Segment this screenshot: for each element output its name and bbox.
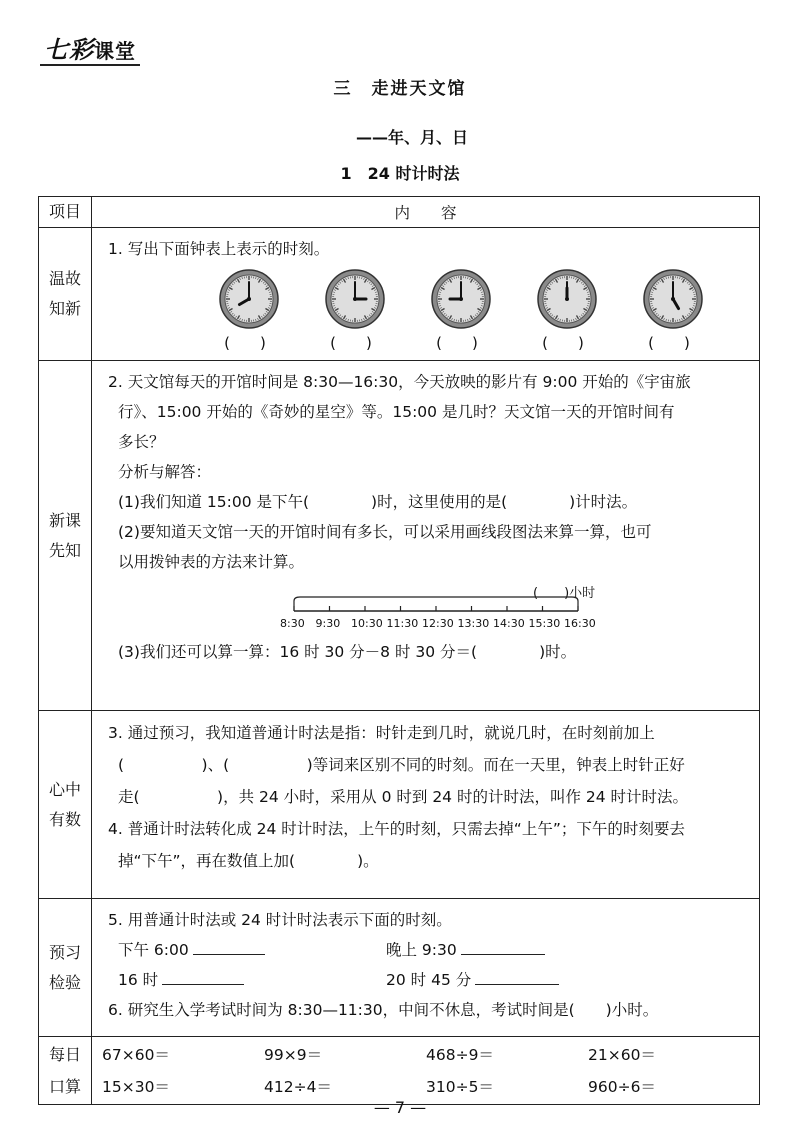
check-label-line1: 预习 — [48, 942, 81, 962]
check-item-2: 晚上 9:30 — [386, 941, 457, 959]
daily-calc-label — [39, 1037, 92, 1105]
question-6: 6. 研究生入学考试时间为 8:30—11:30，中间不休息，考试时间是( )小时。 — [108, 1001, 659, 1019]
question-5: 5. 用普通计时法或 24 时计时法表示下面的时刻。 — [108, 911, 452, 929]
answer-blank[interactable] — [162, 966, 244, 985]
timeline-tick-label: 10:30 — [351, 617, 383, 630]
question-3-line3: 走( )，共 24 小时，采用从 0 时到 24 时的计时法，叫作 24 时计时法。 — [118, 788, 689, 806]
logo-main-text: 七彩 — [44, 35, 94, 64]
timeline-tick-label: 12:30 — [422, 617, 454, 630]
analysis-part-3: (3)我们还可以算一算：16 时 30 分－8 时 30 分＝( )时。 — [118, 643, 577, 661]
clock-face-icon — [324, 268, 386, 330]
clock-item — [514, 268, 620, 356]
header-item-cell: 项目 — [39, 197, 92, 228]
review-content — [92, 228, 760, 361]
question-2-line3: 多长？ — [118, 433, 165, 451]
clock-face-icon — [430, 268, 492, 330]
logo-underline — [40, 64, 140, 66]
check-item-3-wrap — [118, 965, 386, 995]
check-item-3: 16 时 — [118, 971, 159, 989]
clock-answer-blank[interactable]: ( ) — [224, 334, 266, 352]
clock-answer-blank[interactable]: ( ) — [648, 334, 690, 352]
daily-calc-content — [92, 1037, 760, 1105]
answer-blank[interactable] — [475, 966, 559, 985]
unit-subtitle: ——年、月、日 — [356, 128, 469, 147]
clock-answer-blank[interactable]: ( ) — [330, 334, 372, 352]
calc-item: 310÷5＝ — [426, 1078, 494, 1096]
review-label-line1: 温故 — [48, 269, 81, 288]
check-item-1-wrap — [118, 935, 386, 965]
question-4-line1: 4. 普通计时法转化成 24 时计时法，上午的时刻，只需去掉“上午”；下午的时刻要去 — [108, 820, 685, 838]
new-lesson-label-line2: 先知 — [48, 540, 81, 560]
calc-item: 67×60＝ — [102, 1046, 170, 1064]
calc-item: 468÷9＝ — [426, 1046, 494, 1064]
review-row — [39, 228, 760, 361]
question-3-line2: ( )、( )等词来区别不同的时刻。而在一天里，钟表上时针正好 — [118, 756, 685, 774]
calc-row-1 — [92, 1039, 759, 1071]
timeline-tick-label: 14:30 — [493, 617, 525, 630]
clock-item — [408, 268, 514, 356]
answer-blank[interactable] — [461, 936, 545, 955]
question-2-line1: 2. 天文馆每天的开馆时间是 8:30—16:30，今天放映的影片有 9:00 开始的《宇宙旅 — [108, 373, 691, 391]
check-item-4: 20 时 45 分 — [386, 971, 472, 989]
calc-item: 960÷6＝ — [588, 1078, 656, 1096]
daily-calc-label-line1: 每日 — [48, 1044, 81, 1064]
timeline-hours-label: ( )小时 — [533, 586, 596, 601]
calc-item: 15×30＝ — [102, 1078, 170, 1096]
insight-content — [92, 711, 760, 899]
calc-item: 99×9＝ — [264, 1046, 323, 1064]
question-2-line2: 行》、15:00 开始的《奇妙的星空》等。15:00 是几时？天文馆一天的开馆时间有 — [118, 403, 675, 421]
timeline-tick-label: 16:30 — [564, 617, 596, 630]
logo-sub-text: 课堂 — [94, 39, 136, 63]
new-lesson-row — [39, 361, 760, 711]
timeline-diagram — [108, 581, 749, 637]
check-label — [39, 899, 92, 1037]
analysis-part-1: (1)我们知道 15:00 是下午( )时，这里使用的是( )计时法。 — [118, 493, 638, 511]
check-items-row2 — [108, 965, 749, 995]
timeline-tick-label: 9:30 — [315, 617, 341, 630]
clock-face-icon — [218, 268, 280, 330]
clock-item — [196, 268, 302, 356]
new-lesson-content — [92, 361, 760, 711]
check-item-1: 下午 6:00 — [118, 941, 189, 959]
analysis-heading: 分析与解答： — [118, 463, 212, 481]
check-label-line2: 检验 — [48, 972, 81, 992]
clock-item — [302, 268, 408, 356]
timeline-tick-label: 11:30 — [386, 617, 419, 630]
insight-label — [39, 711, 92, 899]
clock-face-icon — [536, 268, 598, 330]
clock-answer-blank[interactable]: ( ) — [436, 334, 478, 352]
check-content — [92, 899, 760, 1037]
clock-answer-blank[interactable]: ( ) — [542, 334, 584, 352]
timeline-tick-label: 15:30 — [528, 617, 561, 630]
new-lesson-label-line1: 新课 — [48, 510, 81, 530]
insight-row — [39, 711, 760, 899]
analysis-part-2-line2: 以用拨钟表的方法来计算。 — [118, 553, 305, 571]
timeline-line — [288, 581, 584, 617]
timeline-tick-label: 13:30 — [457, 617, 490, 630]
new-lesson-label — [39, 361, 92, 711]
question-4-line2: 掉“下午”，再在数值上加( )。 — [118, 852, 379, 870]
lesson-title: 1 24 时计时法 — [340, 164, 460, 183]
review-label — [39, 228, 92, 361]
insight-label-line2: 有数 — [48, 809, 81, 829]
clock-item — [620, 268, 726, 356]
check-items-row1 — [108, 935, 749, 965]
review-label-line2: 知新 — [48, 299, 81, 318]
clock-face-icon — [642, 268, 704, 330]
calc-item: 21×60＝ — [588, 1046, 656, 1064]
header-content-cell: 内 容 — [92, 197, 760, 228]
clock-list — [108, 268, 749, 356]
question-3-line1: 3. 通过预习，我知道普通计时法是指：时针走到几时，就说几时，在时刻前加上 — [108, 724, 655, 742]
check-row — [39, 899, 760, 1037]
analysis-part-2-line1: (2)要知道天文馆一天的开馆时间有多长，可以采用画线段图法来算一算，也可 — [118, 523, 652, 541]
question-1: 1. 写出下面钟表上表示的时刻。 — [108, 240, 330, 258]
table-header-row — [39, 197, 760, 228]
calc-item: 412÷4＝ — [264, 1078, 332, 1096]
worksheet-table — [38, 196, 760, 1105]
timeline-tick-label: 8:30 — [280, 617, 305, 630]
daily-calc-row — [39, 1037, 760, 1105]
page-number: — 7 — — [373, 1098, 427, 1117]
daily-calc-label-line2: 口算 — [48, 1076, 81, 1096]
answer-blank[interactable] — [193, 936, 265, 955]
brand-logo — [44, 30, 136, 65]
unit-title: 三 走进天文馆 — [333, 79, 467, 99]
insight-label-line1: 心中 — [48, 779, 81, 799]
